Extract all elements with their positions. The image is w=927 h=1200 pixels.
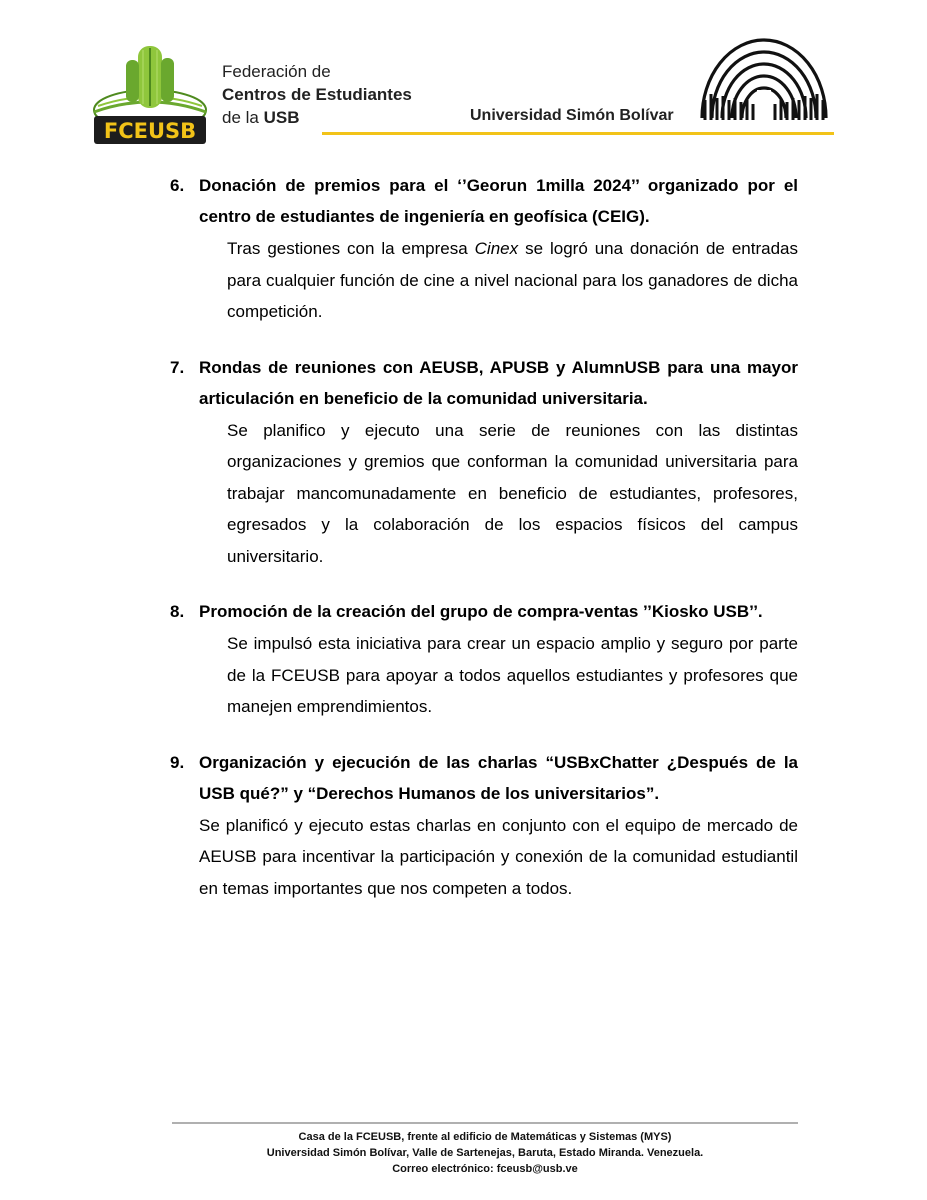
footer-divider: [172, 1122, 798, 1124]
svg-text:FCEUSB: FCEUSB: [103, 119, 197, 143]
item-number: 7.: [170, 357, 185, 377]
item-heading: [170, 352, 798, 414]
item-title: Donación de premios para el ‘’Georun 1milla 2024’’ organizado por el centro de estudiantes de ingeniería en geofísica (CEIG).: [199, 176, 798, 226]
item-heading: [170, 596, 798, 627]
item-description: Tras gestiones con la empresa Cinex se logró una donación de entradas para cualquier función de cine a nivel nacional para los ganadores de dicha competición.: [227, 239, 798, 321]
item-title: Organización y ejecución de las charlas “USBxChatter ¿Después de la USB qué?” y “Derechos Humanos de los universitarios”.: [199, 752, 798, 803]
page-footer: [170, 1129, 800, 1177]
list-item-9: [170, 747, 798, 905]
footer-email: Correo electrónico: fceusb@usb.ve: [392, 1163, 578, 1175]
page-header: [0, 0, 927, 150]
federation-line-2: Centros de Estudiantes: [222, 85, 412, 104]
list-item-7: [170, 352, 798, 573]
cinex-company-name: Cinex: [474, 239, 519, 258]
item-number: 8.: [170, 602, 185, 621]
item-number: 9.: [170, 752, 185, 772]
item-number: 6.: [170, 176, 185, 195]
item-title: Promoción de la creación del grupo de compra-ventas ’’Kiosko USB’’.: [199, 602, 763, 621]
list-item-8: [170, 596, 798, 723]
federation-line-1: Federación de: [222, 62, 331, 81]
fceusb-logo: [90, 40, 210, 148]
usb-logo-icon: [697, 34, 831, 124]
federation-name: [222, 60, 412, 129]
list-item-6: [170, 170, 798, 328]
footer-address: Casa de la FCEUSB, frente al edificio de Matemáticas y Sistemas (MYS): [298, 1131, 672, 1143]
document-body: [170, 170, 798, 928]
header-divider: [322, 132, 834, 135]
federation-line-3: de la USB: [222, 108, 300, 127]
item-description: Se planifico y ejecuto una serie de reuniones con las distintas organizaciones y gremios que conforman la comunidad universitaria para trabajar mancomunadamente en beneficio de estudiantes, profesores, egresados y la colaboración de los espacios físicos del campus universitario.: [227, 420, 798, 566]
item-title: Rondas de reuniones con AEUSB, APUSB y AlumnUSB para una mayor articulación en beneficio de la comunidad universitaria.: [199, 357, 798, 408]
item-heading: [170, 170, 798, 232]
university-name: Universidad Simón Bolívar: [470, 107, 674, 124]
footer-location: Universidad Simón Bolívar, Valle de Sartenejas, Baruta, Estado Miranda. Venezuela.: [266, 1147, 704, 1159]
item-description: Se planificó y ejecuto estas charlas en conjunto con el equipo de mercado de AEUSB para incentivar la participación y conexión de la comunidad estudiantil en temas importantes que nos competen a todos.: [199, 815, 798, 898]
item-heading: [170, 747, 798, 809]
item-description: Se impulsó esta iniciativa para crear un espacio amplio y seguro por parte de la FCEUSB para apoyar a todos aquellos estudiantes y profesores que manejen emprendimientos.: [227, 634, 798, 716]
